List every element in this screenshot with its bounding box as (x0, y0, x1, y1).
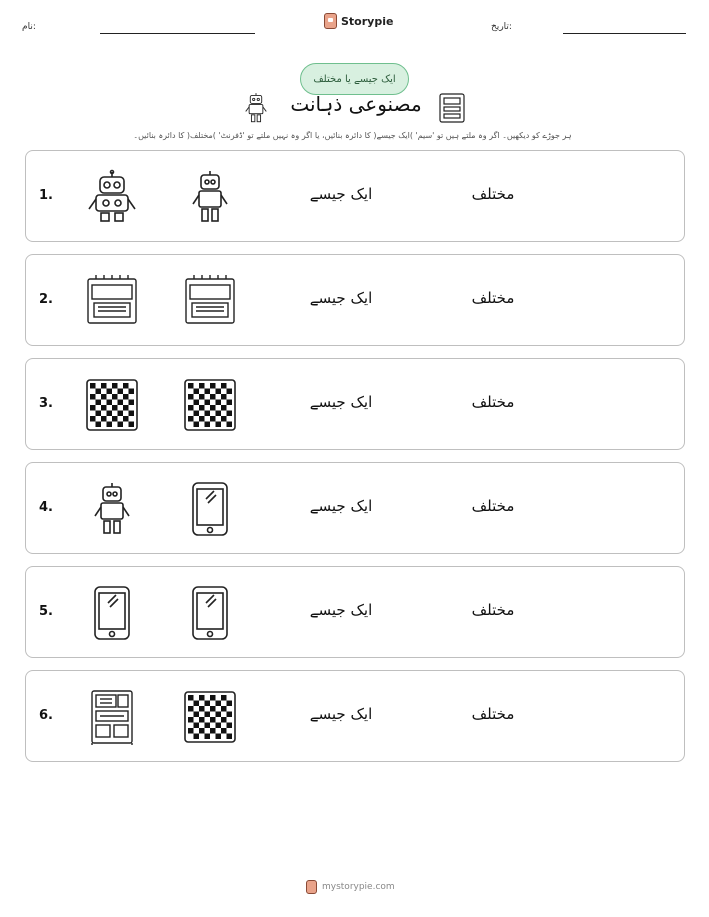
smartphone-icon (182, 585, 238, 641)
option-same[interactable]: ایک جیسے (309, 705, 373, 723)
worksheet-type-badge: ایک جیسے یا مختلف (300, 63, 409, 95)
option-same[interactable]: ایک جیسے (309, 393, 373, 411)
circuit-board-icon (84, 689, 140, 745)
question-row (25, 358, 685, 450)
question-row (25, 566, 685, 658)
option-same[interactable]: ایک جیسے (309, 497, 373, 515)
chessboard-icon (182, 689, 238, 745)
question-number: 6. (39, 708, 53, 723)
option-different[interactable]: مختلف (471, 289, 515, 307)
brand-name: Storypie (341, 14, 394, 28)
robot-icon (240, 92, 272, 124)
page-title: مصنوعی ذہانت (290, 92, 422, 116)
option-same[interactable]: ایک جیسے (309, 185, 373, 203)
question-row (25, 670, 685, 762)
question-row (25, 462, 685, 554)
question-number: 2. (39, 292, 53, 307)
question-number: 5. (39, 604, 53, 619)
smartphone-icon (182, 481, 238, 537)
storypie-mascot-icon (306, 880, 317, 894)
footer-url[interactable]: mystorypie.com (322, 882, 395, 892)
storypie-mascot-icon (324, 13, 337, 29)
footer (306, 880, 395, 894)
instructions: ہر جوڑے کو دیکھیں۔ اگر وہ ملتے ہیں تو 'سیم' )ایک جیسے( کا دائرہ بنائیں، یا اگر وہ نہیں ملتے تو 'ڈفرنٹ' )مختلف( کا دائرہ بنائیں۔ (133, 131, 572, 140)
robot-icon (182, 169, 238, 225)
question-number: 4. (39, 500, 53, 515)
option-same[interactable]: ایک جیسے (309, 289, 373, 307)
computer-icon (438, 92, 466, 124)
computer-icon (84, 273, 140, 329)
name-line[interactable] (100, 33, 255, 34)
robot-icon (84, 481, 140, 537)
chessboard-icon (84, 377, 140, 433)
date-line[interactable] (563, 33, 686, 34)
title-row (240, 90, 470, 126)
date-label: تاریخ: (491, 22, 512, 32)
option-same[interactable]: ایک جیسے (309, 601, 373, 619)
chessboard-icon (182, 377, 238, 433)
question-number: 1. (39, 188, 53, 203)
option-different[interactable]: مختلف (471, 705, 515, 723)
question-row (25, 150, 685, 242)
question-number: 3. (39, 396, 53, 411)
storypie-logo (324, 13, 393, 29)
question-row (25, 254, 685, 346)
option-different[interactable]: مختلف (471, 185, 515, 203)
robot-2-icon (84, 169, 140, 225)
smartphone-icon (84, 585, 140, 641)
option-different[interactable]: مختلف (471, 601, 515, 619)
computer-icon (182, 273, 238, 329)
option-different[interactable]: مختلف (471, 497, 515, 515)
option-different[interactable]: مختلف (471, 393, 515, 411)
name-label: نام: (22, 22, 36, 32)
